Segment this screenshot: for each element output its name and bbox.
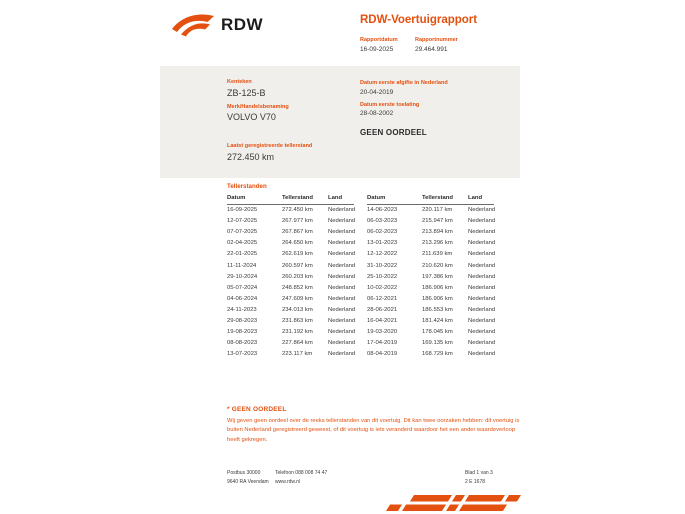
tellerstand-row xyxy=(367,227,494,238)
row-datum: 14-06-2023 xyxy=(367,207,398,214)
tellerstand-row xyxy=(227,315,354,326)
tellerstand-row xyxy=(227,238,354,249)
row-datum: 13-07-2023 xyxy=(227,351,258,358)
row-tellerstand: 215.947 km xyxy=(422,218,453,225)
merk-value: VOLVO V70 xyxy=(227,112,276,122)
tellerstanden-table-left xyxy=(227,195,354,360)
tellerstand-row xyxy=(367,249,494,260)
row-datum: 31-10-2022 xyxy=(367,262,398,269)
afgifte-value: 20-04-2019 xyxy=(360,88,394,96)
row-tellerstand: 213.296 km xyxy=(422,240,453,247)
row-tellerstand: 260.597 km xyxy=(282,262,313,269)
row-datum: 16-09-2025 xyxy=(227,207,258,214)
row-land: Nederland xyxy=(328,318,356,325)
tellerstand-row xyxy=(367,238,494,249)
rdw-stripes-icon xyxy=(381,495,523,512)
afgifte-field xyxy=(360,80,510,96)
row-land: Nederland xyxy=(328,207,356,214)
row-datum: 10-02-2022 xyxy=(367,284,398,291)
report-number-block xyxy=(415,37,458,53)
note-title: * GEEN OORDEEL xyxy=(227,406,287,413)
tellerstand-row xyxy=(367,282,494,293)
row-land: Nederland xyxy=(468,240,496,247)
row-tellerstand: 267.867 km xyxy=(282,229,313,236)
row-tellerstand: 168.729 km xyxy=(422,351,453,358)
footer-city: 9640 RA Veendam xyxy=(227,479,269,485)
row-tellerstand: 186.906 km xyxy=(422,295,453,302)
row-tellerstand: 248.852 km xyxy=(282,284,313,291)
report-number-label: Rapportnummer xyxy=(415,37,458,43)
row-datum: 02-04-2025 xyxy=(227,240,258,247)
toelating-label: Datum eerste toelating xyxy=(360,101,420,108)
row-land: Nederland xyxy=(468,295,496,302)
row-datum: 19-03-2020 xyxy=(367,329,398,336)
row-tellerstand: 262.619 km xyxy=(282,251,313,258)
toelating-field xyxy=(360,102,510,118)
row-land: Nederland xyxy=(468,318,496,325)
col-header-tellerstand: Tellerstand xyxy=(422,195,468,204)
col-header-datum: Datum xyxy=(227,195,282,204)
footer-website-link[interactable]: www.rdw.nl xyxy=(275,479,301,485)
tellerstand-row xyxy=(367,349,494,360)
tellerstand-value: 272.450 km xyxy=(227,151,275,162)
footer-phone: Telefoon 088 008 74 47 xyxy=(275,470,328,476)
row-land: Nederland xyxy=(468,273,496,280)
report-date-label: Rapportdatum xyxy=(360,37,398,43)
row-datum: 07-07-2025 xyxy=(227,229,258,236)
row-tellerstand: 210.620 km xyxy=(422,262,453,269)
row-land: Nederland xyxy=(468,284,496,291)
row-land: Nederland xyxy=(328,340,356,347)
row-land: Nederland xyxy=(328,262,356,269)
row-datum: 17-04-2019 xyxy=(367,340,398,347)
row-land: Nederland xyxy=(328,329,356,336)
row-tellerstand: 247.609 km xyxy=(282,295,313,302)
merk-label: Merk/Handelsbenaming xyxy=(227,103,289,110)
row-datum: 06-02-2023 xyxy=(367,229,398,236)
row-land: Nederland xyxy=(468,229,496,236)
row-tellerstand: 272.450 km xyxy=(282,207,313,214)
row-datum: 12-07-2025 xyxy=(227,218,258,225)
row-tellerstand: 211.639 km xyxy=(422,251,453,258)
footer-pagination xyxy=(465,469,493,487)
row-tellerstand: 169.135 km xyxy=(422,340,453,347)
kenteken-label: Kenteken xyxy=(227,79,252,85)
tellerstand-row xyxy=(227,282,354,293)
report-number-value: 29.464.991 xyxy=(415,46,448,53)
row-land: Nederland xyxy=(468,218,496,225)
row-tellerstand: 231.863 km xyxy=(282,318,313,325)
table-header-row xyxy=(367,195,494,204)
row-tellerstand: 267.977 km xyxy=(282,218,313,225)
tellerstand-row xyxy=(227,349,354,360)
row-datum: 22-01-2025 xyxy=(227,251,258,258)
tellerstand-row xyxy=(227,304,354,315)
row-tellerstand: 197.386 km xyxy=(422,273,453,280)
row-tellerstand: 186.906 km xyxy=(422,284,453,291)
row-land: Nederland xyxy=(328,218,356,225)
row-tellerstand: 186.553 km xyxy=(422,306,453,313)
row-datum: 08-04-2019 xyxy=(367,351,398,358)
row-land: Nederland xyxy=(468,262,496,269)
tellerstand-row xyxy=(227,204,354,216)
row-land: Nederland xyxy=(468,306,496,313)
row-land: Nederland xyxy=(328,251,356,258)
tellerstand-row xyxy=(367,304,494,315)
row-datum: 11-11-2024 xyxy=(227,262,257,269)
kenteken-value: ZB-125-B xyxy=(227,87,266,98)
row-datum: 04-06-2024 xyxy=(227,295,258,302)
col-header-datum: Datum xyxy=(367,195,422,204)
report-title: RDW-Voertuigrapport xyxy=(360,14,478,26)
tellerstand-row xyxy=(367,204,494,216)
row-land: Nederland xyxy=(328,351,356,358)
toelating-value: 28-08-2002 xyxy=(360,110,394,117)
rdw-flag-icon xyxy=(172,12,214,38)
row-tellerstand: 260.203 km xyxy=(282,273,313,280)
row-tellerstand: 264.650 km xyxy=(282,240,313,247)
tellerstand-row xyxy=(227,216,354,227)
tellerstand-row xyxy=(367,327,494,338)
row-land: Nederland xyxy=(328,284,356,291)
row-tellerstand: 234.013 km xyxy=(282,306,313,313)
row-datum: 29-08-2023 xyxy=(227,318,258,325)
row-land: Nederland xyxy=(328,240,356,247)
row-datum: 16-04-2021 xyxy=(367,318,398,325)
footer-postbus: Postbus 30000 xyxy=(227,470,261,476)
tellerstand-row xyxy=(367,338,494,349)
col-header-land: Land xyxy=(328,195,354,204)
footer-contact xyxy=(275,469,327,487)
tellerstand-row xyxy=(367,293,494,304)
row-land: Nederland xyxy=(328,273,356,280)
vehicle-summary-panel xyxy=(160,66,520,178)
row-datum: 29-10-2024 xyxy=(227,273,258,280)
row-datum: 24-11-2023 xyxy=(227,306,257,313)
summary-right-column xyxy=(360,80,510,137)
row-tellerstand: 181.424 km xyxy=(422,318,453,325)
tellerstanden-tables xyxy=(227,195,496,360)
report-header xyxy=(360,14,540,53)
row-datum: 12-12-2022 xyxy=(367,251,398,258)
tellerstand-row xyxy=(227,327,354,338)
tellerstand-row xyxy=(227,249,354,260)
tellerstand-row xyxy=(367,216,494,227)
footer-doc-code: 2 E 1678 xyxy=(465,479,486,485)
tellerstand-row xyxy=(227,293,354,304)
row-land: Nederland xyxy=(328,295,356,302)
tellerstand-row xyxy=(367,271,494,282)
footer-page-number: Blad 1 van 3 xyxy=(465,470,493,476)
tellerstand-label: Laatst geregistreerde tellerstand xyxy=(227,143,313,149)
tellerstand-row xyxy=(227,338,354,349)
report-meta xyxy=(360,37,540,53)
tellerstand-row xyxy=(367,260,494,271)
afgifte-label: Datum eerste afgifte in Nederland xyxy=(360,80,448,86)
row-tellerstand: 213.894 km xyxy=(422,229,453,236)
row-land: Nederland xyxy=(468,329,496,336)
oordeel-badge: GEEN OORDEEL xyxy=(360,128,427,137)
tellerstand-row xyxy=(227,260,354,271)
row-land: Nederland xyxy=(468,351,496,358)
note-text: Wij geven geen oordeel over de reeks tellerstanden van dit voertuig. Dit kan twee oorzaken hebben: dit voertuig is buiten Nederland geregistreerd geweest, of dit voertuig is iets veranderd waardoor het een ander waardeverloop heeft gekregen. xyxy=(227,418,520,443)
row-tellerstand: 220.117 km xyxy=(422,207,453,214)
row-datum: 25-10-2022 xyxy=(367,273,398,280)
footer-address xyxy=(227,469,269,487)
row-tellerstand: 223.117 km xyxy=(282,351,313,358)
report-date-block xyxy=(360,37,400,53)
row-datum: 05-07-2024 xyxy=(227,284,258,291)
row-datum: 13-01-2023 xyxy=(367,240,398,247)
row-land: Nederland xyxy=(468,207,496,214)
rdw-logo-text: RDW xyxy=(221,15,264,34)
geen-oordeel-note xyxy=(227,406,525,445)
row-land: Nederland xyxy=(328,229,356,236)
tellerstanden-section xyxy=(227,183,496,360)
col-header-land: Land xyxy=(468,195,494,204)
tellerstand-row xyxy=(367,315,494,326)
rdw-logo xyxy=(172,12,263,38)
row-tellerstand: 178.045 km xyxy=(422,329,453,336)
col-header-tellerstand: Tellerstand xyxy=(282,195,328,204)
row-land: Nederland xyxy=(328,306,356,313)
tellerstanden-title: Tellerstanden xyxy=(227,183,267,190)
report-date-value: 16-09-2025 xyxy=(360,46,394,53)
row-tellerstand: 231.192 km xyxy=(282,329,313,336)
row-tellerstand: 227.864 km xyxy=(282,340,313,347)
tellerstanden-table-right xyxy=(367,195,494,360)
row-datum: 28-06-2021 xyxy=(367,306,398,313)
row-land: Nederland xyxy=(468,251,496,258)
row-datum: 06-03-2023 xyxy=(367,218,398,225)
row-land: Nederland xyxy=(468,340,496,347)
table-header-row xyxy=(227,195,354,204)
tellerstand-field xyxy=(227,143,520,162)
tellerstand-row xyxy=(227,227,354,238)
tellerstand-row xyxy=(227,271,354,282)
row-datum: 19-08-2023 xyxy=(227,329,258,336)
row-datum: 06-12-2021 xyxy=(367,295,398,302)
row-datum: 08-08-2023 xyxy=(227,340,258,347)
